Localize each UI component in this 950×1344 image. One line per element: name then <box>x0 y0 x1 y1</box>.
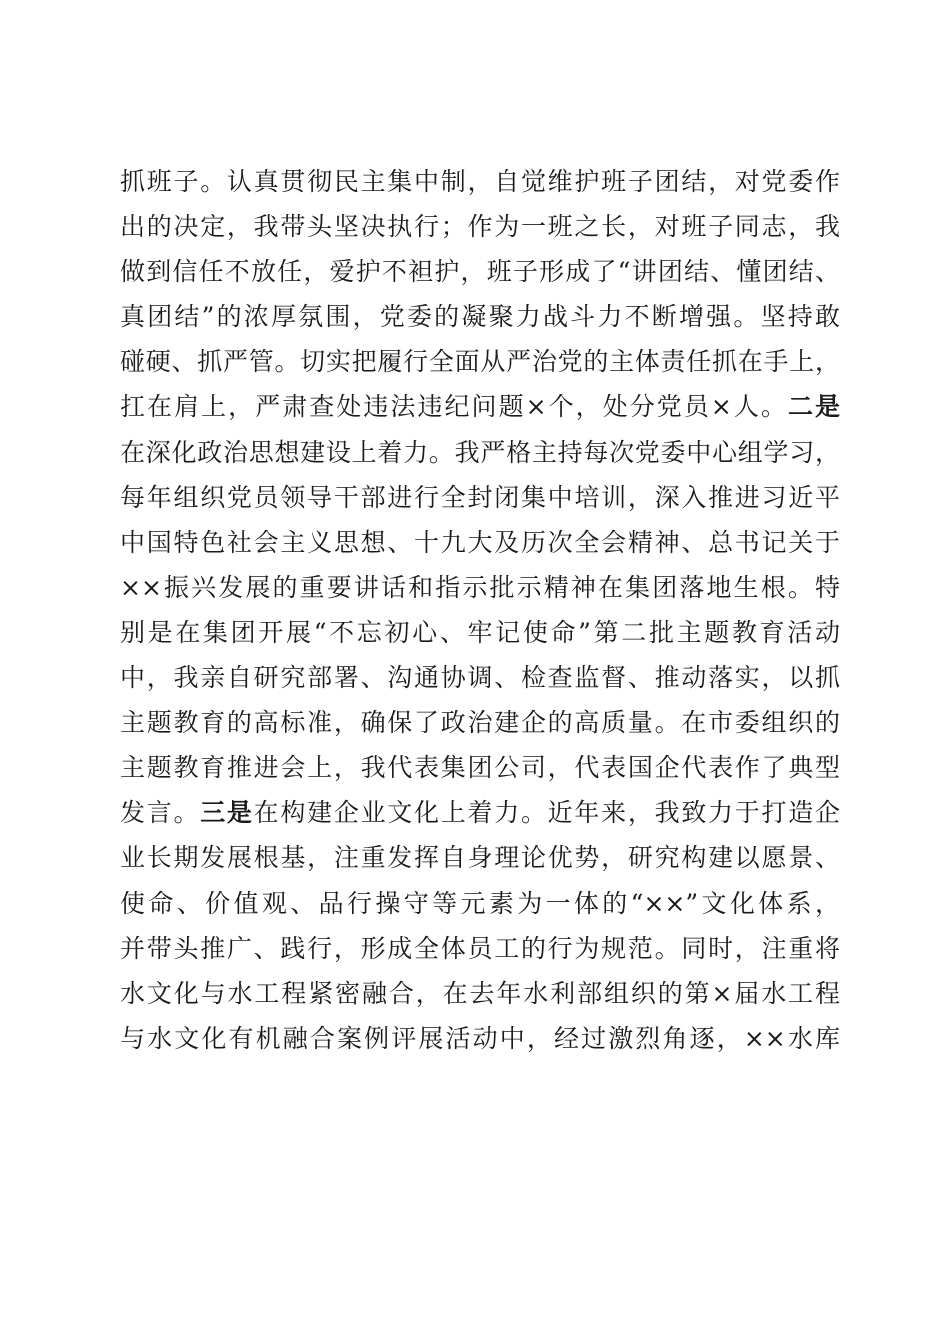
text-segment: 中，我亲自研究部署、沟通协调、检查监督、推动落实，以抓 <box>120 663 840 693</box>
text-line <box>120 835 840 880</box>
text-segment: 主题教育推进会上，我代表集团公司，代表国企代表作了典型 <box>120 753 840 783</box>
text-segment: ××振兴发展的重要讲话和指示批示精神在集团落地生根。特 <box>120 572 840 602</box>
text-line <box>120 790 840 835</box>
text-line <box>120 430 840 475</box>
text-segment: 碰硬、抓严管。切实把履行全面从严治党的主体责任抓在手上， <box>120 347 840 377</box>
text-line <box>120 475 840 520</box>
text-line <box>120 700 840 745</box>
text-line <box>120 971 840 1016</box>
text-line <box>120 159 840 204</box>
text-line <box>120 610 840 655</box>
text-line <box>120 1016 840 1061</box>
text-line <box>120 926 840 971</box>
text-segment: 中国特色社会主义思想、十九大及历次全会精神、总书记关于 <box>120 527 840 557</box>
text-segment: 与水文化有机融合案例评展活动中，经过激烈角逐，××水库 <box>120 1023 840 1053</box>
text-segment: 扛在肩上，严肃查处违法违纪问题×个，处分党员×人。 <box>120 392 788 422</box>
text-line <box>120 745 840 790</box>
text-line <box>120 204 840 249</box>
text-segment: 并带头推广、践行，形成全体员工的行为规范。同时，注重将 <box>120 933 840 963</box>
text-segment: 在构建企业文化上着力。近年来，我致力于打造企 <box>253 798 840 828</box>
text-segment: 业长期发展根基，注重发挥自身理论优势，研究构建以愿景、 <box>120 843 840 873</box>
text-line <box>120 249 840 294</box>
text-line <box>120 520 840 565</box>
text-line <box>120 384 840 429</box>
text-segment: 使命、价值观、品行操守等元素为一体的“××”文化体系， <box>120 888 840 918</box>
bold-heading-marker: 二是 <box>787 392 840 422</box>
text-segment: 主题教育的高标准，确保了政治建企的高质量。在市委组织的 <box>120 708 840 738</box>
text-segment: 别是在集团开展“不忘初心、牢记使命”第二批主题教育活动 <box>120 617 840 647</box>
text-line <box>120 565 840 610</box>
text-segment: 每年组织党员领导干部进行全封闭集中培训，深入推进习近平 <box>120 482 840 512</box>
text-segment: 真团结”的浓厚氛围，党委的凝聚力战斗力不断增强。坚持敢 <box>120 302 840 332</box>
text-segment: 出的决定，我带头坚决执行；作为一班之长，对班子同志，我 <box>120 212 840 242</box>
text-line <box>120 881 840 926</box>
text-line <box>120 655 840 700</box>
text-line <box>120 294 840 339</box>
text-segment: 在深化政治思想建设上着力。我严格主持每次党委中心组学习， <box>120 437 840 467</box>
body-text <box>120 159 840 1061</box>
text-segment: 水文化与水工程紧密融合，在去年水利部组织的第×届水工程 <box>120 978 840 1008</box>
text-segment: 做到信任不放任，爱护不袒护，班子形成了“讲团结、懂团结、 <box>120 257 840 287</box>
bold-heading-marker: 三是 <box>200 798 254 828</box>
text-segment: 抓班子。认真贯彻民主集中制，自觉维护班子团结，对党委作 <box>120 167 840 196</box>
text-line <box>120 339 840 384</box>
text-segment: 发言。 <box>120 798 201 828</box>
